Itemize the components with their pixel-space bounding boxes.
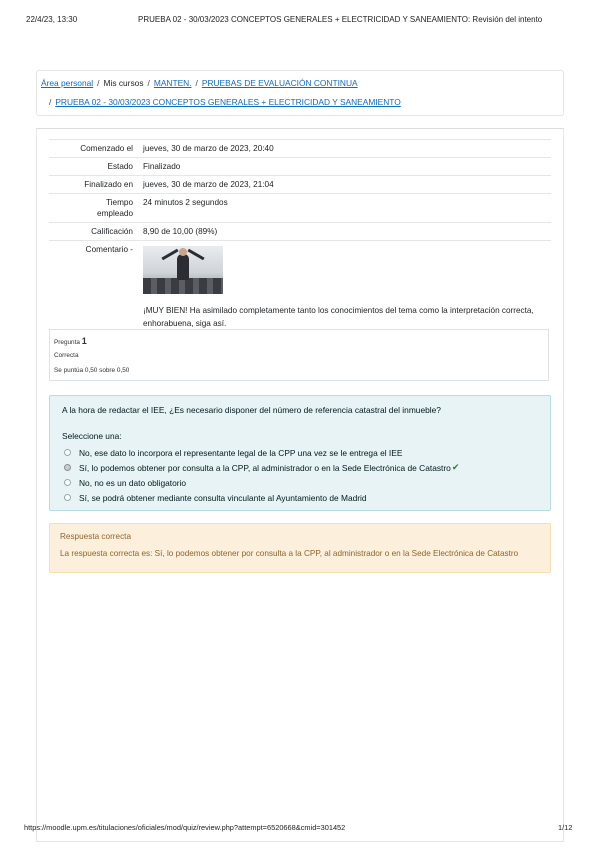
breadcrumb-my-courses: Mis cursos [103,78,144,88]
breadcrumb-quiz-link[interactable]: PRUEBA 02 - 30/03/2023 CONCEPTOS GENERALES + ELECTRICIDAD Y SANEAMIENTO [55,97,401,107]
review-region [36,128,564,842]
question-number [54,336,87,346]
question-content [49,395,551,511]
breadcrumb [36,70,564,116]
attempt-summary-table [49,139,551,339]
summary-row-grade [49,222,551,240]
breadcrumb-separator: / [147,78,150,88]
summary-label: Comenzado el [80,144,133,153]
summary-value: jueves, 30 de marzo de 2023, 21:04 [143,180,274,189]
summary-row-time [49,193,551,222]
answer-options [64,445,459,505]
print-page-title: PRUEBA 02 - 30/03/2023 CONCEPTOS GENERALES + ELECTRICIDAD Y SANEAMIENTO: Revisión del intento [138,15,543,24]
question-grade: Se puntúa 0,50 sobre 0,50 [54,367,130,374]
summary-row-comment [49,240,551,339]
right-answer: La respuesta correcta es: Sí, lo podemos obtener por consulta a la CPP, al administrador o en la Sede Electrónica de Catastro [60,549,519,558]
summary-row-finished [49,175,551,193]
breadcrumb-home-link[interactable]: Área personal [41,78,94,88]
print-url: https://moodle.upm.es/titulaciones/oficiales/mod/quiz/review.php?attempt=6520668&cmid=301452 [24,823,346,832]
print-header [0,0,600,30]
summary-label: Calificación [91,227,133,236]
summary-row-state [49,157,551,175]
answer-radio[interactable] [64,479,71,486]
feedback-title: Respuesta correcta [60,532,131,541]
check-icon: ✔ [451,462,460,472]
question-label: Pregunta [54,339,80,346]
answer-option [64,475,459,490]
summary-label: Estado [107,162,133,171]
feedback-photo [143,246,223,294]
answer-radio[interactable] [64,449,71,456]
answer-option [64,445,459,460]
breadcrumb-separator: / [195,78,198,88]
answer-radio-selected[interactable] [64,464,71,471]
summary-value: 24 minutos 2 segundos [143,198,228,207]
answer-text: No, no es un dato obligatorio [79,477,187,488]
summary-label: Tiempo empleado [97,198,133,218]
question-info-box [49,329,549,381]
feedback-comment: ¡MUY BIEN! Ha asimilado completamente tanto los conocimientos del tema como la interpretación correcta, enhorabuena, siga así. [143,306,534,328]
answer-text: Sí, lo podemos obtener por consulta a la CPP, al administrador o en la Sede Electrónica de Catastro [79,462,451,473]
summary-value: jueves, 30 de marzo de 2023, 20:40 [143,144,274,153]
answer-radio[interactable] [64,494,71,501]
question-state: Correcta [54,352,79,359]
answer-option [64,490,459,505]
breadcrumb-separator: / [97,78,100,88]
summary-value: 8,90 de 10,00 (89%) [143,227,218,236]
answer-option [64,460,459,475]
answer-prompt: Seleccione una: [62,431,122,441]
breadcrumb-course-link[interactable]: MANTEN. [153,78,192,88]
summary-value [139,241,551,339]
summary-label: Finalizado en [84,180,133,189]
question-feedback [49,523,551,573]
summary-value: Finalizado [143,162,181,171]
breadcrumb-section-link[interactable]: PRUEBAS DE EVALUACIÓN CONTINUA [201,78,358,88]
breadcrumb-separator: / [49,97,52,107]
question-text: A la hora de redactar el IEE, ¿Es necesario disponer del número de referencia catastral del inmueble? [62,405,441,415]
answer-text: Sí, se podrá obtener mediante consulta vinculante al Ayuntamiento de Madrid [79,492,367,503]
print-datetime: 22/4/23, 13:30 [26,15,78,24]
question-number-value: 1 [81,336,87,346]
summary-label: Comentario - [85,245,133,254]
print-page-number: 1/12 [558,823,573,832]
summary-row-started [49,139,551,157]
answer-text: No, ese dato lo incorpora el representante legal de la CPP una vez se le entrega el IEE [79,447,403,458]
